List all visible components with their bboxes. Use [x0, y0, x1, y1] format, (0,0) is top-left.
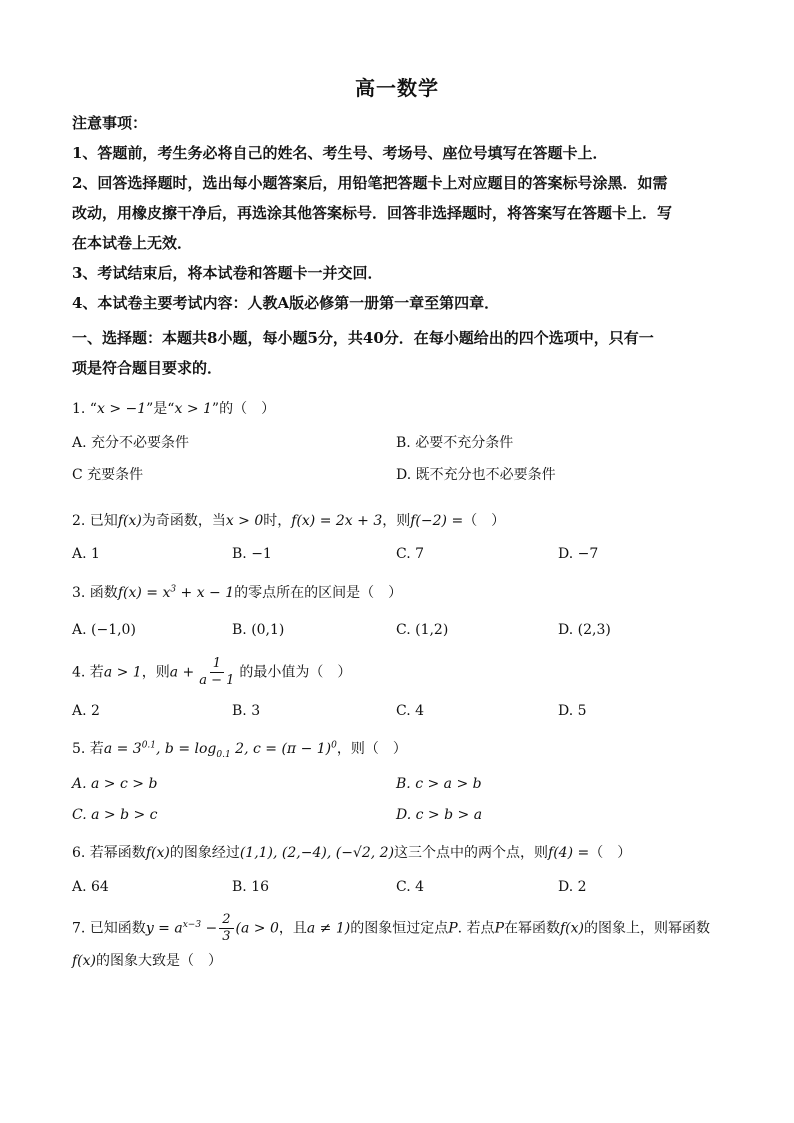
q5-option-b: B. c > a > b — [396, 776, 482, 792]
question-3: 3. 函数$f(x) = x^3 + x - 1$的零点所在的区间是（ ） — [72, 584, 403, 601]
section-heading: 一、选择题：本题共8小题，每小题5分，共40分．在每小题给出的四个选项中，只有一 — [72, 329, 654, 347]
note-item: 改动，用橡皮擦干净后，再选涂其他答案标号．回答非选择题时，将答案写在答题卡上．写 — [72, 204, 673, 222]
q1-option-d: D. 既不充分也不必要条件 — [396, 467, 556, 483]
question-7-cont: f(x)的图象大致是（ ） — [72, 953, 223, 969]
q5-option-d: D. c > b > a — [396, 807, 483, 823]
notes-heading: 注意事项： — [72, 114, 148, 132]
q6-option-c: C. 4 — [396, 879, 425, 895]
q3-option-d: D. (2,3) — [558, 622, 611, 638]
question-5: 5. 若$a = 3^{0.1}$, $b = \log_{0.1} 2$, $c = (\pi - 1)^0$，则（ ） — [72, 740, 407, 760]
note-item: 2、回答选择题时，选出每小题答案后，用铅笔把答题卡上对应题目的答案标号涂黑．如需 — [72, 174, 668, 192]
q2-option-a: A. 1 — [72, 546, 100, 562]
fraction: $\frac{1}{a - 1}$ — [199, 656, 235, 688]
section-heading-cont: 项是符合题目要求的． — [72, 359, 223, 377]
page-title: 高一数学 — [355, 76, 439, 100]
note-item: 3、考试结束后，将本试卷和答题卡一并交回． — [72, 264, 383, 282]
question-2: 2. 已知f(x)为奇函数，当x > 0时，f(x) = 2x + 3，则f(−2) =（ ） — [72, 513, 506, 529]
q6-option-d: D. 2 — [558, 879, 587, 895]
question-7: 7. 已知函数$y = a^{x-3}$ − $\frac{2}{3}$ (a > 0，且a ≠ 1)的图象恒过定点P. 若点P在幂函数f(x)的图象上，则幂函数 — [72, 912, 710, 944]
q2-option-c: C. 7 — [396, 546, 425, 562]
question-6: 6. 若幂函数f(x)的图象经过(1,1), (2,−4), (−√2, 2)这三个点中的两个点，则f(4) =（ ） — [72, 845, 632, 861]
note-item: 4、本试卷主要考试内容：人教A版必修第一册第一章至第四章． — [72, 294, 500, 312]
q1-option-a: A. 充分不必要条件 — [72, 435, 190, 451]
q4-option-a: A. 2 — [72, 703, 100, 719]
q2-option-d: D. −7 — [558, 546, 599, 562]
q1-option-b: B. 必要不充分条件 — [396, 435, 514, 451]
note-item: 1、答题前，考生务必将自己的姓名、考生号、考场号、座位号填写在答题卡上． — [72, 144, 608, 162]
q6-option-a: A. 64 — [72, 879, 109, 895]
q4-option-c: C. 4 — [396, 703, 425, 719]
q3-option-a: A. (−1,0) — [72, 622, 136, 638]
fraction: $\frac{2}{3}$ — [219, 912, 233, 945]
q3-option-b: B. (0,1) — [232, 622, 285, 638]
q6-option-b: B. 16 — [232, 879, 270, 895]
q4-option-b: B. 3 — [232, 703, 261, 719]
q5-option-a: A. a > c > b — [72, 776, 158, 792]
q1-option-c: C 充要条件 — [72, 467, 144, 483]
question-1: 1. “x > −1”是“x > 1”的（ ） — [72, 401, 276, 417]
question-4: 4. 若a > 1，则a + $\frac{1}{a - 1}$ 的最小值为（ ） — [72, 656, 352, 688]
note-item: 在本试卷上无效． — [72, 234, 193, 252]
q5-option-c: C. a > b > c — [72, 807, 158, 823]
q3-option-c: C. (1,2) — [396, 622, 449, 638]
q4-option-d: D. 5 — [558, 703, 587, 719]
q2-option-b: B. −1 — [232, 546, 272, 562]
